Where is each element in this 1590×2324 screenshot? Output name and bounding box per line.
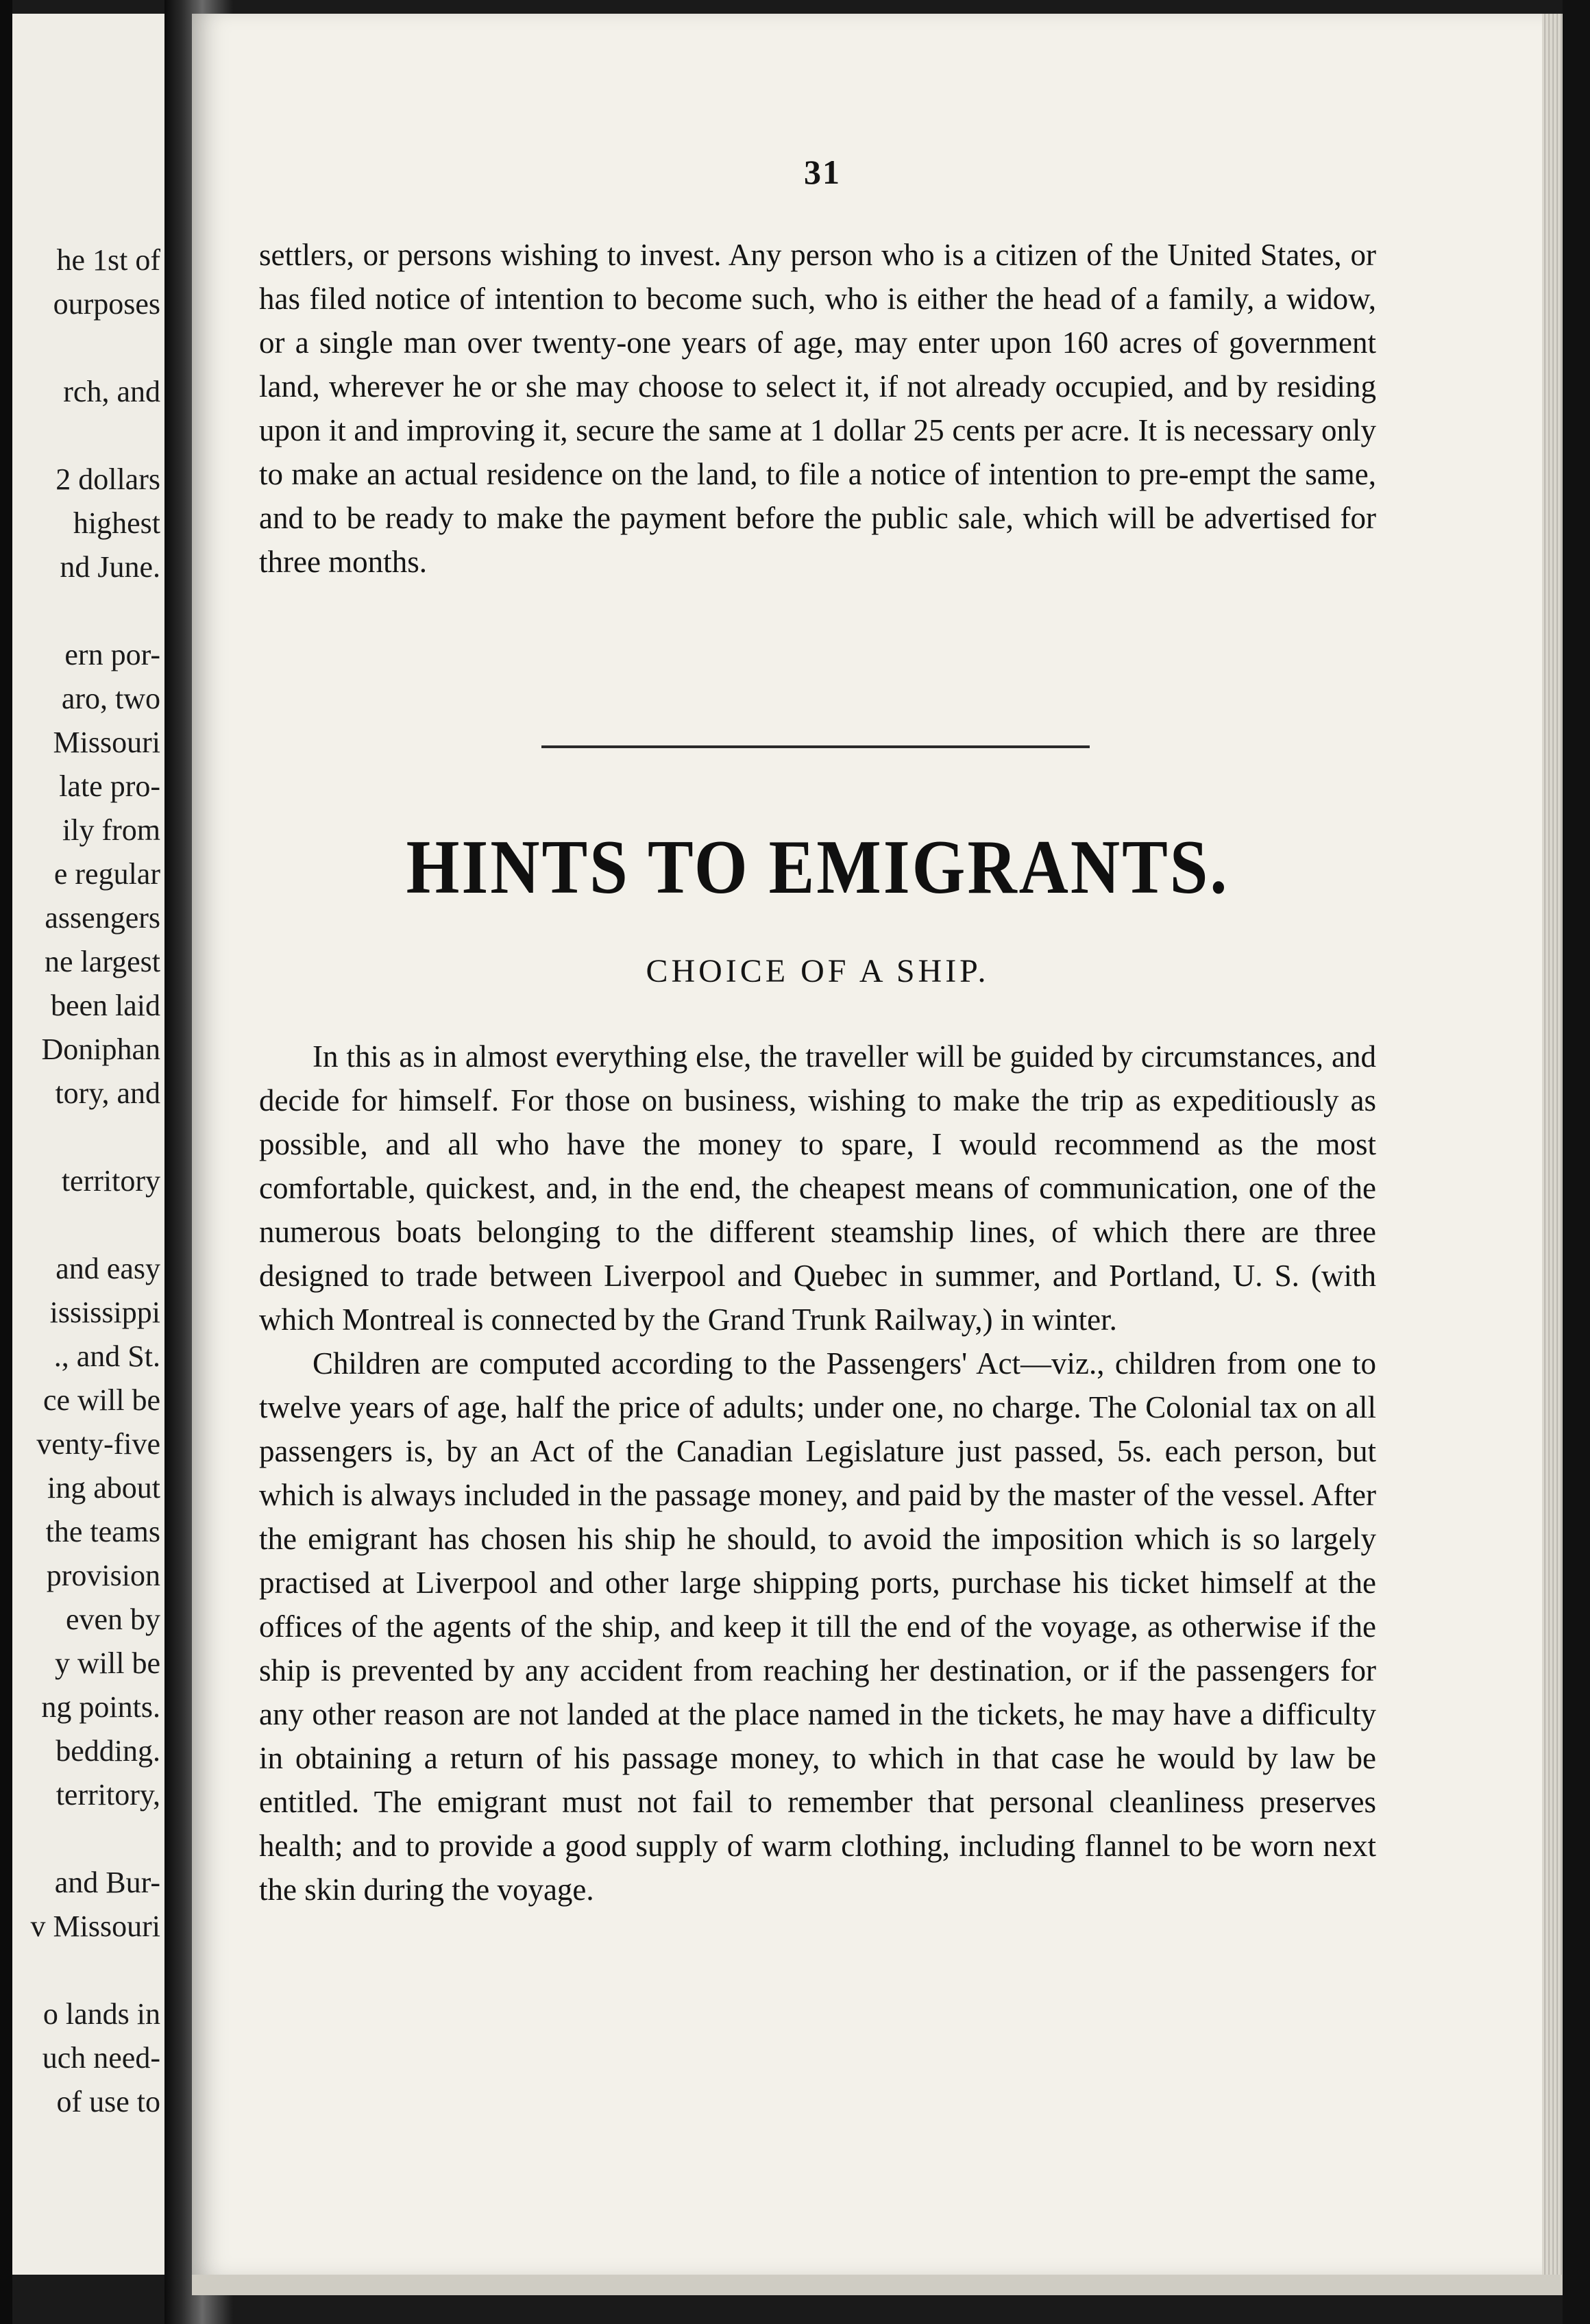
previous-page-line: ce will be [42,1383,160,1417]
previous-page-line: e regular [53,857,160,891]
previous-page-line: tory, and [55,1076,160,1110]
body-text-block [259,1035,1376,1912]
section-title: HINTS TO EMIGRANTS. [406,824,1230,910]
previous-page-line: ne largest [44,945,160,978]
previous-page-line: y will be [55,1646,160,1680]
body-paragraph-1: In this as in almost everything else, the traveller will be guided by circumstances, and decide for himself. For those on business, wishing to make the trip as expeditiously as possible, and all who have the money to spare, I would recommend as the most comfortable, quickest, and, in the end, the cheapest means of communication, one of the numerous boats belonging to the different steamship lines, of which there are three designed to trade between Liverpool and Quebec in summer, and Portland, U. S. (with which Montreal is connected by the Grand Trunk Railway,) in winter. [259,1039,1376,1337]
previous-page-line: territory [61,1164,160,1198]
previous-page-line: aro, two [61,682,160,715]
previous-page-line: provision [46,1559,160,1592]
previous-page-line: venty-five [36,1427,160,1461]
previous-page-line: he 1st of [56,243,160,277]
scan-background-right [1563,0,1590,2324]
previous-page-line: and easy [56,1252,160,1285]
previous-page-line: ., and St. [53,1339,160,1373]
previous-page-line: ourposes [53,287,160,321]
previous-page-line: Doniphan [41,1033,160,1066]
previous-page-line: assengers [45,901,160,935]
previous-page-line: ng points. [41,1690,160,1724]
previous-page-fragment [12,14,165,2275]
previous-page-line: 2 dollars [56,462,160,496]
page-stack-edge [1542,14,1563,2275]
page-number: 31 [804,153,841,191]
previous-page-line: territory, [56,1778,160,1812]
previous-page-line: and Bur- [54,1866,160,1899]
previous-page-line: even by [65,1603,160,1636]
previous-page-line: ing about [47,1471,160,1505]
page-bottom-edge [192,2275,1563,2295]
previous-page-line: v Missouri [30,1909,160,1943]
previous-page-line: the teams [45,1515,160,1548]
previous-page-line: been laid [50,989,160,1022]
section-subtitle: CHOICE OF A SHIP. [646,953,990,989]
previous-page-line: bedding. [56,1734,160,1768]
previous-page-line: o lands in [42,1997,160,2031]
previous-page-line: ississippi [49,1296,160,1329]
previous-page-line: uch need- [42,2041,160,2075]
previous-page-line: rch, and [63,375,160,408]
scan-background-left [0,0,12,2324]
intro-paragraph: settlers, or persons wishing to invest. Any person who is a citizen of the United States, or has filed notice of intention to become such, who is either the head of a family, a widow, or a single man over twenty-one years of age, may enter upon 160 acres of government land, wherever he or she may choose to select it, if not already occupied, and by residing upon it and improving it, secure the same at 1 dollar 25 cents per acre. It is necessary only to make an actual residence on the land, to file a notice of intention to pre-empt the same, and to be ready to make the payment before the public sale, which will be advertised for three months. [259,238,1376,579]
previous-page-line: ily from [62,813,160,847]
previous-page-line: late pro- [59,769,160,803]
previous-page-line: Missouri [53,726,160,759]
previous-page-line: nd June. [60,550,160,584]
previous-page-line: ern por- [64,638,160,671]
previous-page-line: highest [73,506,160,540]
previous-page-line: of use to [56,2085,160,2118]
section-divider-rule [541,745,1090,748]
body-paragraph-2: Children are computed according to the Passengers' Act—viz., children from one to twelve years of age, half the price of adults; under one, no charge. The Colonial tax on all passengers is, by an Act of the Canadian Legislature just passed, 5s. each person, but which is always included in the passage money, and paid by the master of the vessel. After the emigrant has chosen his ship he should, to avoid the imposition which is so largely practised at Liverpool and other large shipping ports, purchase his ticket himself at the offices of the agents of the ship, and keep it till the end of the voyage, as otherwise if the ship is prevented by any accident from reaching her destination, or if the passengers for any other reason are not landed at the place named in the tickets, he may have a difficulty in obtaining a return of his passage money, to which in that case he would by law be entitled. The emigrant must not fail to remember that personal cleanliness preserves health; and to provide a good supply of warm clothing, including flannel to be worn next the skin during the voyage. [259,1346,1376,1907]
intro-text-block [259,233,1376,584]
